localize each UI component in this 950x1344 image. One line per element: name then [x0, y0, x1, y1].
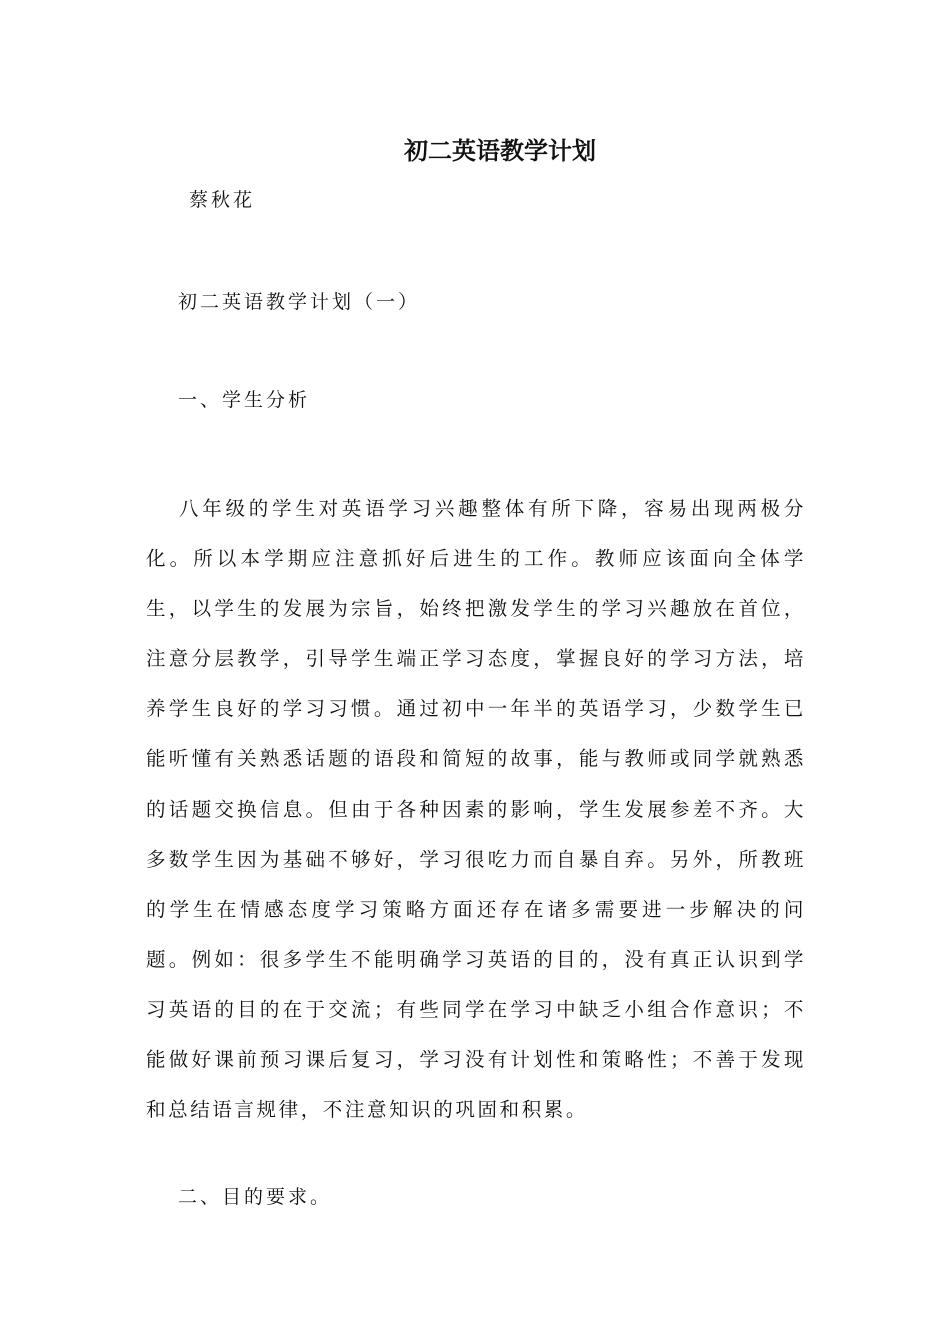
document-subtitle: 初二英语教学计划（一）	[178, 291, 421, 313]
document-title: 初二英语教学计划	[404, 137, 596, 165]
section-heading-objectives: 二、目的要求。	[178, 1186, 333, 1208]
section-heading-student-analysis: 一、学生分析	[178, 389, 311, 411]
student-analysis-paragraph: 八年级的学生对英语学习兴趣整体有所下降，容易出现两极分化。所以本学期应注意抓好后进生的工作。教师应该面向全体学生，以学生的发展为宗旨，始终把激发学生的学习兴趣放在首位，注意分层教学，引导学生端正学习态度，掌握良好的学习方法，培养学生良好的学习习惯。通过初中一年半的英语学习，少数学生已能听懂有关熟悉话题的语段和简短的故事，能与教师或同学就熟悉的话题交换信息。但由于各种因素的影响，学生发展参差不齐。大多数学生因为基础不够好，学习很吃力而自暴自弃。另外，所教班的学生在情感态度学习策略方面还存在诸多需要进一步解决的问题。例如：很多学生不能明确学习英语的目的，没有真正认识到学习英语的目的在于交流；有些同学在学习中缺乏小组合作意识；不能做好课前预习课后复习，学习没有计划性和策略性；不善于发现和总结语言规律，不注意知识的巩固和积累。	[146, 497, 806, 1122]
author-name: 蔡秋花	[189, 189, 256, 211]
